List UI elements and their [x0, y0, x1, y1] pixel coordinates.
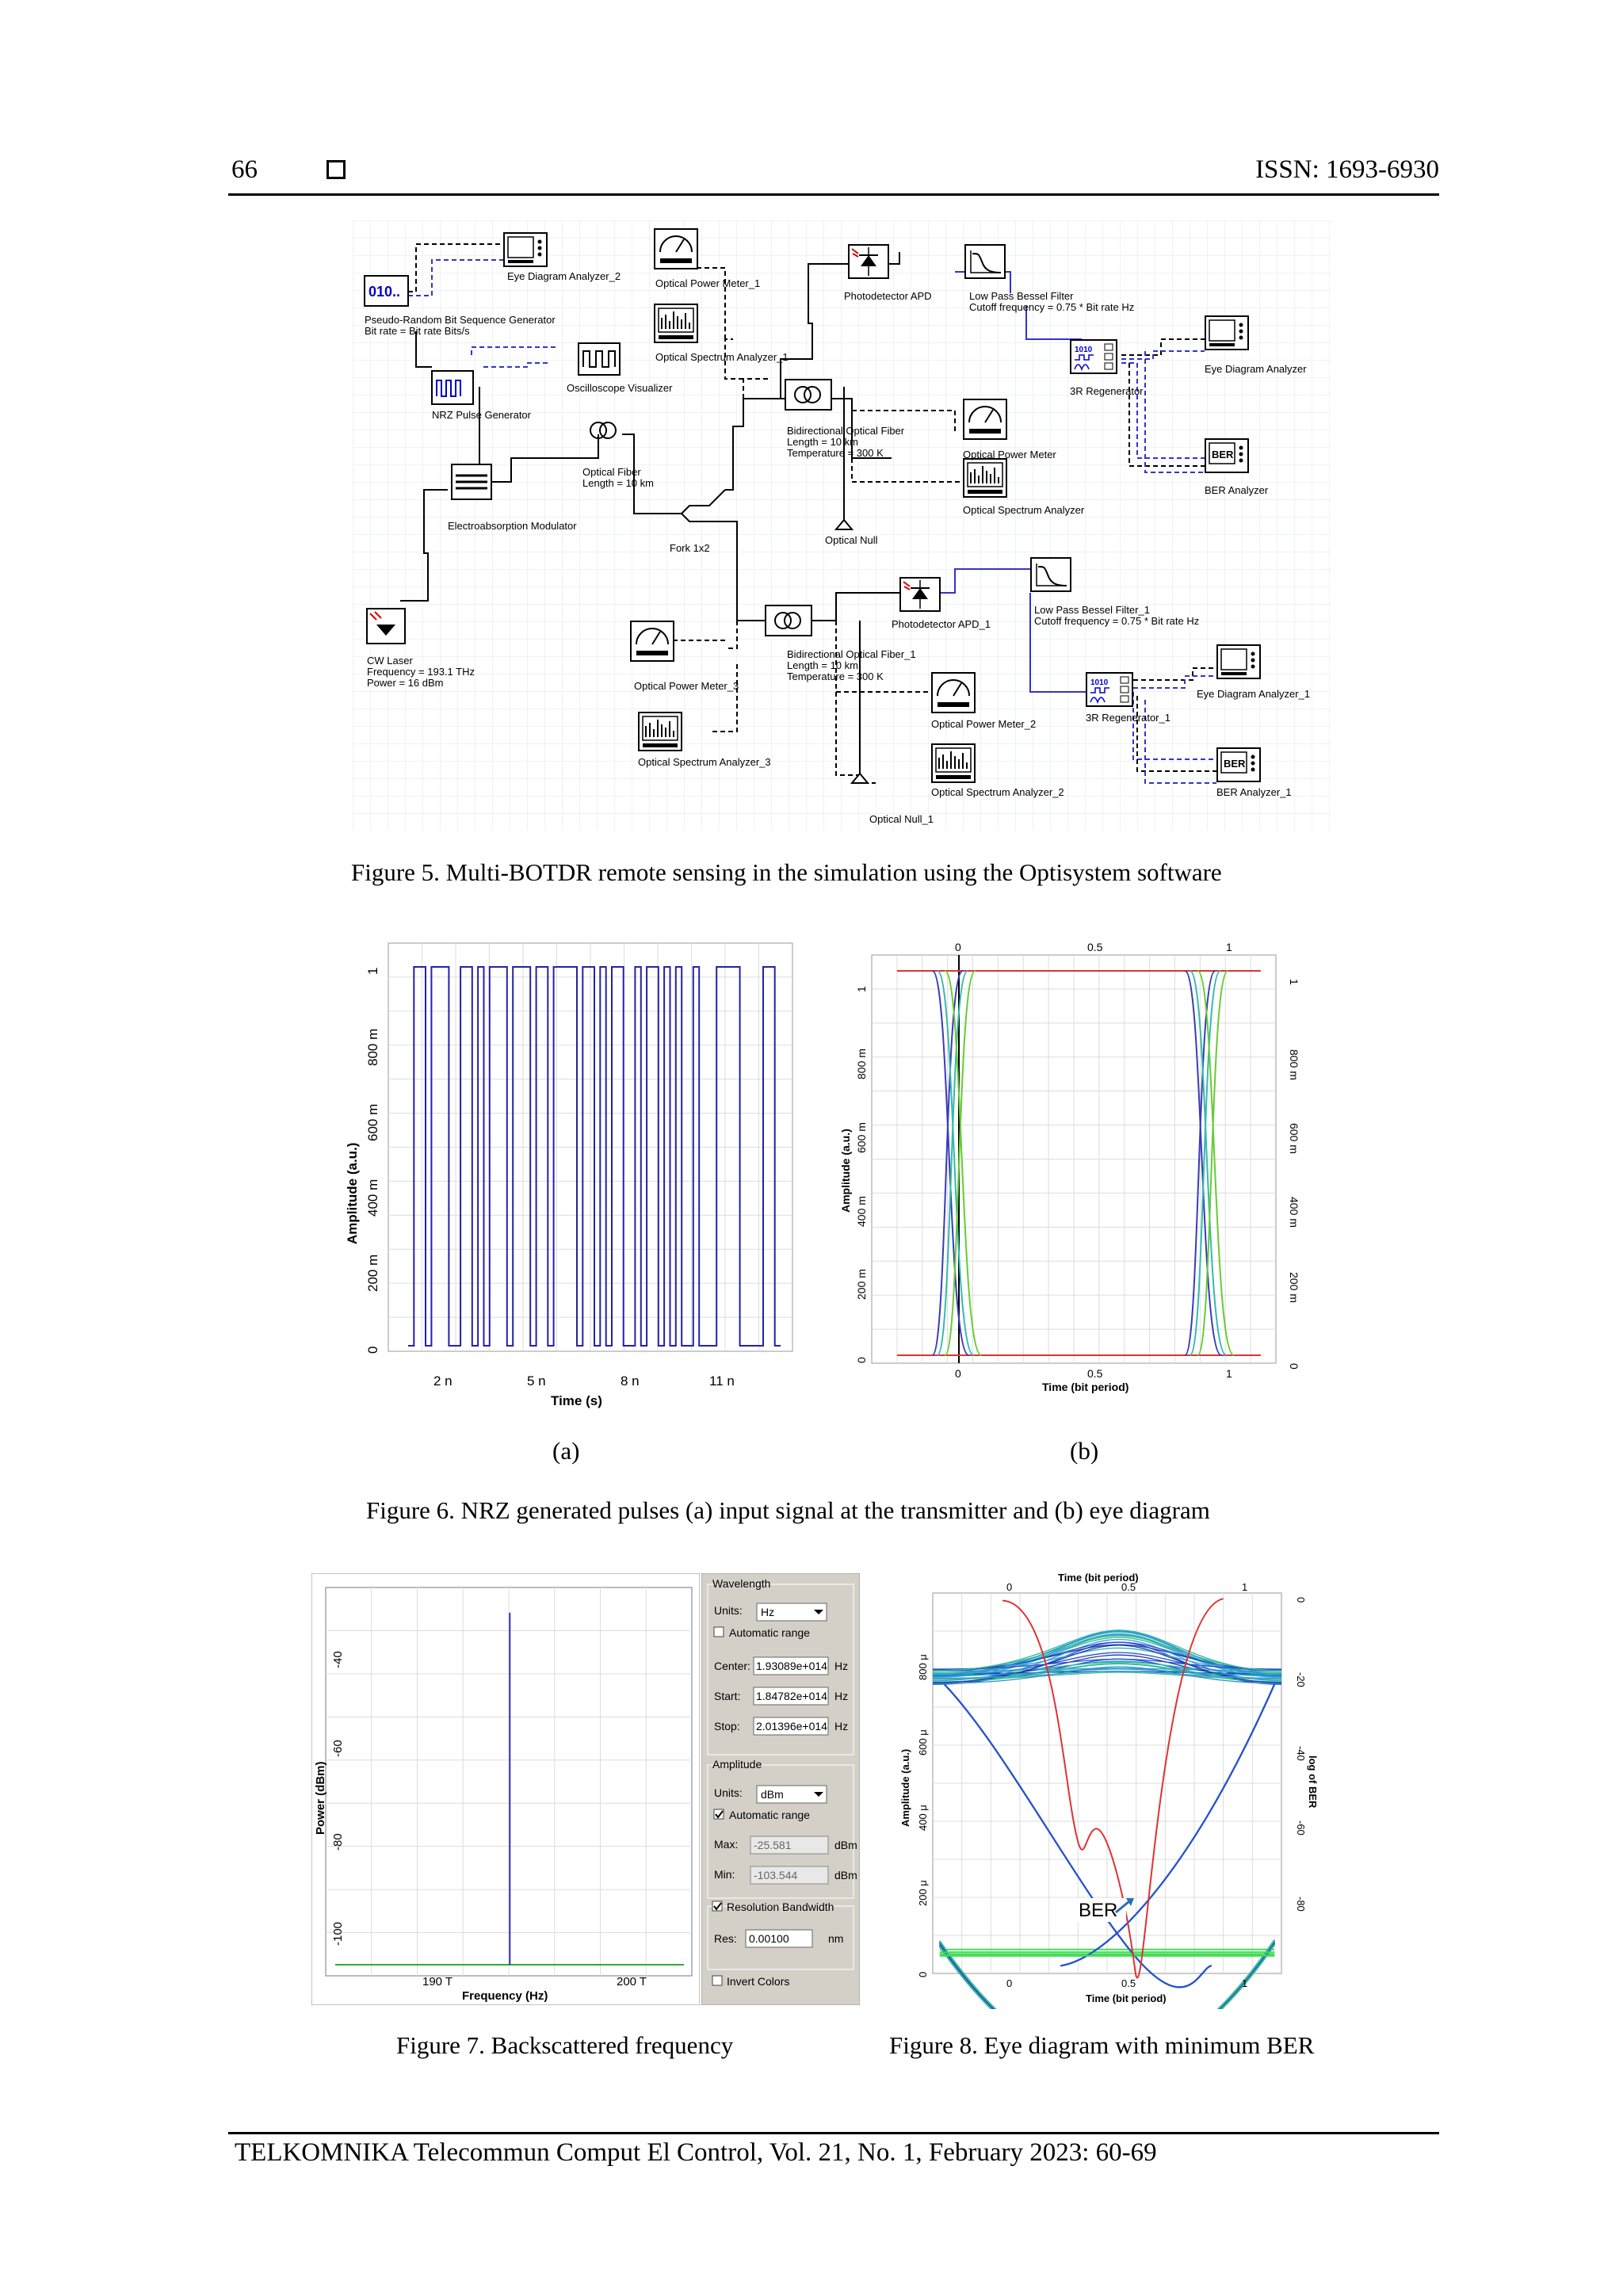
- header-rule: [228, 193, 1439, 196]
- footer-rule: [228, 2132, 1439, 2134]
- f8-xtick-0: 0: [1006, 1977, 1013, 1989]
- f6b-rtick-2: 400 m: [1288, 1197, 1300, 1228]
- f6b-xtick-2: 1: [1226, 1367, 1232, 1380]
- f6b-rtick-5: 1: [1288, 979, 1300, 985]
- wavelength-title: Wavelength: [712, 1577, 771, 1590]
- lbl-bofb1: Bidirectional Optical Fiber_1: [787, 648, 916, 660]
- lbl-lpfb1: Low Pass Bessel Filter_1: [1034, 604, 1150, 616]
- lbl-r31: 3R Regenerator_1: [1086, 712, 1170, 724]
- lbl-null: Optical Null: [825, 534, 878, 546]
- f8-rtick-1: -20: [1295, 1672, 1307, 1687]
- lbl-cw3: Power = 16 dBm: [367, 677, 444, 689]
- page-number: 66: [231, 155, 258, 184]
- lbl-bof2: Length = 10 km: [787, 436, 858, 448]
- lbl-osa: Optical Spectrum Analyzer: [963, 504, 1085, 516]
- stop-unit: Hz: [834, 1720, 849, 1733]
- lbl-lpf1: Low Pass Bessel Filter: [969, 290, 1074, 302]
- lbl-lpf2: Cutoff frequency = 0.75 * Bit rate Hz: [969, 301, 1135, 313]
- lbl-bofb3: Temperature = 300 K: [787, 670, 884, 682]
- f8-ytick-0: 0: [917, 1971, 929, 1977]
- figure7-caption: Figure 7. Backscattered frequency: [396, 2031, 734, 2059]
- center-label: Center:: [714, 1660, 750, 1672]
- figure6b-chart: [832, 935, 1323, 1411]
- res-unit: nm: [828, 1932, 844, 1945]
- f6a-ytick-2: 400 m: [365, 1179, 380, 1217]
- f6a-ylabel: Amplitude (a.u.): [345, 1142, 360, 1244]
- f6b-rtick-4: 800 m: [1288, 1049, 1300, 1080]
- center-value: 1.93089e+014: [756, 1660, 827, 1672]
- f6b-ytick-5: 1: [855, 986, 868, 992]
- units-label: Units:: [714, 1604, 743, 1617]
- f8-title: Time (bit period): [1058, 1572, 1139, 1584]
- amp-units-value: dBm: [761, 1788, 784, 1801]
- f6b-ytick-1: 200 m: [855, 1269, 868, 1300]
- min-label: Min:: [714, 1868, 735, 1881]
- f6b-ylabel: Amplitude (a.u.): [839, 1129, 852, 1213]
- f6a-ytick-4: 800 m: [365, 1028, 380, 1066]
- f6a-ytick-1: 200 m: [365, 1254, 380, 1292]
- f8-rtick-2: -40: [1295, 1746, 1307, 1761]
- lbl-eyeA: Eye Diagram Analyzer: [1205, 363, 1307, 375]
- figure6a-label: (a): [552, 1437, 580, 1465]
- max-value: -25.581: [754, 1839, 792, 1851]
- f8-rtick-0: 0: [1295, 1597, 1307, 1603]
- f7-xtick-0: 190 T: [422, 1975, 453, 1988]
- f6b-top-tick-2: 1: [1226, 941, 1232, 953]
- f7-ylabel: Power (dBm): [314, 1761, 327, 1835]
- lbl-bofb2: Length = 10 km: [787, 659, 858, 671]
- f6b-ytick-2: 400 m: [855, 1196, 868, 1227]
- f6b-xtick-1: 0.5: [1087, 1367, 1103, 1380]
- lbl-r3: 3R Regenerator: [1070, 385, 1144, 397]
- lbl-apd: Photodetector APD: [844, 290, 932, 302]
- square-bullet-icon: [327, 160, 346, 179]
- stop-label: Stop:: [714, 1720, 740, 1733]
- lbl-fork: Fork 1x2: [670, 542, 710, 554]
- lbl-lpfb2: Cutoff frequency = 0.75 * Bit rate Hz: [1034, 615, 1200, 627]
- invert-checkbox[interactable]: [712, 1976, 722, 1985]
- f8-ytick-2: 400 μ: [917, 1805, 929, 1831]
- lbl-ber: BER Analyzer: [1205, 484, 1269, 496]
- lbl-opm2: Optical Power Meter_2: [931, 718, 1037, 730]
- f6a-xtick-1: 5 n: [527, 1373, 546, 1389]
- f8-ylabel: Amplitude (a.u.): [899, 1748, 911, 1827]
- min-unit: dBm: [834, 1869, 857, 1881]
- amp-units-label: Units:: [714, 1786, 743, 1799]
- auto-range-label: Automatic range: [729, 1626, 810, 1639]
- lbl-prbs2: Bit rate = Bit rate Bits/s: [365, 325, 470, 337]
- f6a-ytick-3: 600 m: [365, 1103, 380, 1141]
- res-value: 0.00100: [749, 1932, 789, 1945]
- f6a-xtick-0: 2 n: [433, 1373, 453, 1389]
- res-bw-label: Resolution Bandwidth: [727, 1901, 834, 1913]
- svg-text:010..: 010..: [369, 284, 401, 300]
- center-unit: Hz: [834, 1660, 849, 1672]
- f6a-xtick-2: 8 n: [621, 1373, 640, 1389]
- f6b-top-tick-0: 0: [955, 941, 961, 953]
- f6b-rtick-0: 0: [1288, 1363, 1300, 1370]
- f8-xlabel: Time (bit period): [1086, 1992, 1167, 2004]
- lbl-osa2: Optical Spectrum Analyzer_2: [931, 786, 1064, 798]
- amplitude-title: Amplitude: [712, 1758, 762, 1771]
- f6a-ytick-0: 0: [365, 1346, 380, 1354]
- lbl-osa1: Optical Spectrum Analyzer_1: [655, 351, 789, 363]
- figure5-caption: Figure 5. Multi-BOTDR remote sensing in the simulation using the Optisystem software: [351, 858, 1222, 886]
- f8-rtick-3: -60: [1295, 1820, 1307, 1836]
- lbl-eye1: Eye Diagram Analyzer_1: [1197, 688, 1311, 700]
- f8-top-tick-1: 0.5: [1121, 1581, 1136, 1593]
- issn: ISSN: 1693-6930: [1255, 155, 1439, 184]
- stop-value: 2.01396e+014: [756, 1720, 827, 1733]
- start-unit: Hz: [834, 1690, 849, 1702]
- auto-range-checkbox[interactable]: [714, 1627, 724, 1637]
- f6a-ytick-5: 1: [365, 967, 380, 975]
- res-label: Res:: [714, 1932, 737, 1945]
- f7-xtick-1: 200 T: [617, 1975, 647, 1988]
- f7-ytick-0: -40: [331, 1651, 345, 1668]
- f8-top-tick-2: 1: [1242, 1581, 1248, 1593]
- lbl-eam: Electroabsorption Modulator: [448, 520, 577, 532]
- f6b-xlabel: Time (bit period): [1042, 1381, 1129, 1393]
- lbl-bof1: Bidirectional Optical Fiber: [787, 425, 905, 437]
- f6b-ytick-4: 800 m: [855, 1049, 868, 1079]
- lbl-cw2: Frequency = 193.1 THz: [367, 666, 475, 678]
- units-value: Hz: [761, 1606, 775, 1618]
- ber-label: BER: [1079, 1900, 1118, 1921]
- f8-xtick-1: 0.5: [1121, 1977, 1136, 1989]
- lbl-opm: Optical Power Meter: [963, 449, 1056, 460]
- f8-ytick-4: 800 μ: [917, 1654, 929, 1680]
- f6a-xtick-3: 11 n: [709, 1373, 735, 1389]
- f6b-rtick-3: 600 m: [1288, 1123, 1300, 1154]
- figure6-caption: Figure 6. NRZ generated pulses (a) input signal at the transmitter and (b) eye diagram: [366, 1496, 1210, 1524]
- lbl-ber1: BER Analyzer_1: [1216, 786, 1292, 798]
- lbl-fiber2: Length = 10 km: [582, 477, 654, 489]
- figure8-chart: [892, 1565, 1319, 2009]
- f8-top-tick-0: 0: [1006, 1581, 1013, 1593]
- f6b-rtick-1: 200 m: [1288, 1272, 1300, 1303]
- footer-citation: TELKOMNIKA Telecommun Comput El Control, Vol. 21, No. 1, February 2023: 60-69: [235, 2138, 1157, 2167]
- max-label: Max:: [714, 1838, 739, 1851]
- lbl-null1: Optical Null_1: [869, 813, 934, 825]
- f8-y2label: log of BER: [1307, 1755, 1319, 1809]
- lbl-cw1: CW Laser: [367, 655, 413, 667]
- f7-ytick-3: -100: [331, 1921, 345, 1946]
- f6b-ytick-3: 600 m: [855, 1122, 868, 1153]
- figure8-caption: Figure 8. Eye diagram with minimum BER: [889, 2031, 1315, 2059]
- lbl-opm1: Optical Power Meter_1: [655, 277, 761, 289]
- max-unit: dBm: [834, 1839, 857, 1851]
- f6a-xlabel: Time (s): [551, 1393, 602, 1408]
- f6b-top-tick-1: 0.5: [1087, 941, 1103, 953]
- figure5-diagram: [353, 220, 1331, 831]
- lbl-prbs1: Pseudo-Random Bit Sequence Generator: [365, 314, 556, 326]
- lbl-opm3: Optical Power Meter_3: [634, 680, 739, 692]
- lbl-osa3: Optical Spectrum Analyzer_3: [638, 756, 771, 768]
- lbl-apd1: Photodetector APD_1: [892, 618, 991, 630]
- f6b-ytick-0: 0: [855, 1357, 868, 1363]
- f7-ytick-2: -80: [331, 1833, 345, 1851]
- figure6a-chart: [325, 935, 800, 1411]
- f7-xlabel: Frequency (Hz): [462, 1989, 548, 2003]
- figure6b-label: (b): [1070, 1437, 1099, 1465]
- invert-label: Invert Colors: [727, 1975, 790, 1988]
- f8-ytick-1: 200 μ: [917, 1880, 929, 1906]
- lbl-nrz: NRZ Pulse Generator: [432, 409, 531, 421]
- f8-xtick-2: 1: [1242, 1977, 1248, 1989]
- min-value: -103.544: [754, 1869, 798, 1881]
- start-value: 1.84782e+014: [756, 1690, 827, 1702]
- lbl-fiber1: Optical Fiber: [582, 466, 641, 478]
- start-label: Start:: [714, 1690, 741, 1702]
- f6b-xtick-0: 0: [955, 1367, 961, 1380]
- figure7-chart: [311, 1573, 700, 2005]
- lbl-bof3: Temperature = 300 K: [787, 447, 884, 459]
- f8-rtick-4: -80: [1295, 1897, 1307, 1912]
- f7-ytick-1: -60: [331, 1740, 345, 1757]
- amp-auto-label: Automatic range: [729, 1809, 810, 1821]
- f8-ytick-3: 600 μ: [917, 1729, 929, 1755]
- lbl-osc: Oscilloscope Visualizer: [567, 382, 673, 394]
- figure7-settings-panel: [701, 1573, 860, 2005]
- lbl-eye2: Eye Diagram Analyzer_2: [507, 270, 621, 282]
